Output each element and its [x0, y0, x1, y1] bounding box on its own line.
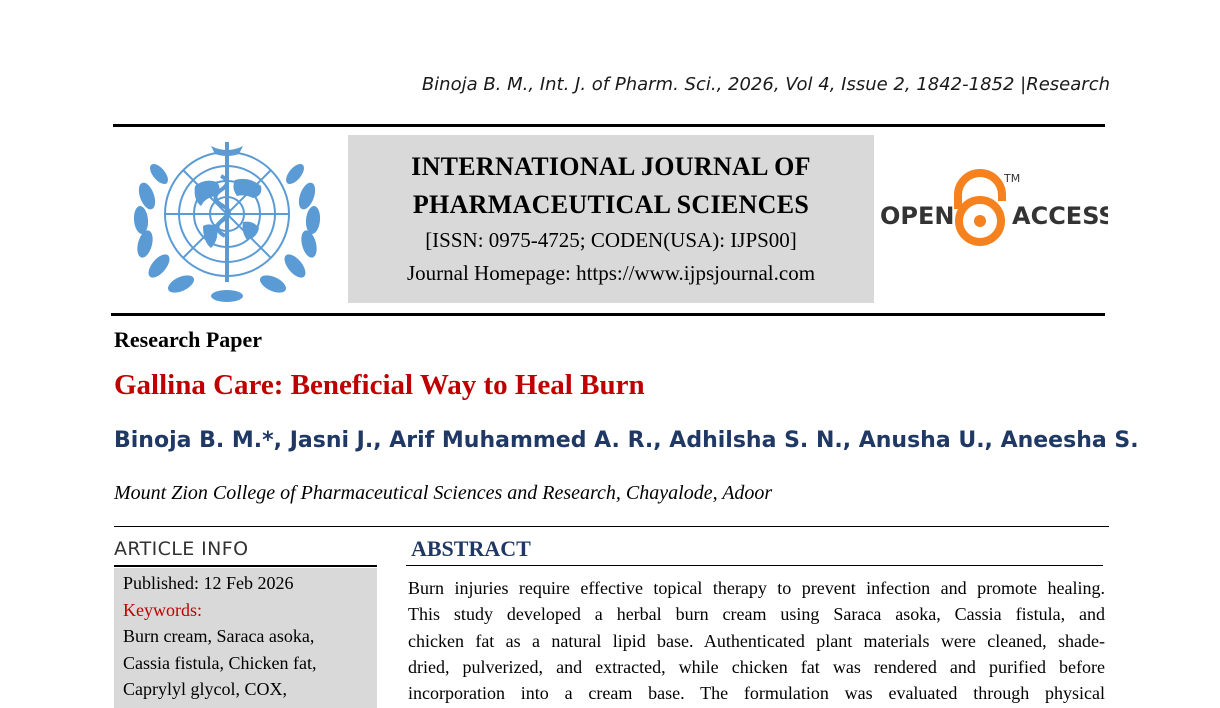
masthead-top-rule [113, 124, 1105, 127]
abstract-body [408, 575, 1105, 706]
article-info-rule [114, 565, 377, 567]
paper-authors: Binoja B. M.*, Jasni J., Arif Muhammed A. R., Adhilsha S. N., Anusha U., Aneesha S. [114, 428, 1139, 453]
keywords-label: Keywords: [123, 599, 202, 620]
journal-homepage-link[interactable]: Journal Homepage: https://www.ijpsjournal.com [406, 261, 816, 285]
article-info-heading: ARTICLE INFO [114, 538, 249, 560]
open-access-logo [880, 165, 1108, 251]
open-access-right-text: ACCESS [1012, 202, 1108, 230]
abstract-line: This study developed a herbal burn cream using Saraca asoka, Cassia fistula, and [408, 604, 1105, 625]
section-divider [114, 526, 1109, 527]
open-access-left-text: OPEN [880, 202, 955, 230]
journal-issn: [ISSN: 0975-4725; CODEN(USA): IJPS00] [425, 228, 797, 252]
journal-emblem-logo [125, 136, 330, 306]
abstract-line: incorporation into a cream base. The formulation was evaluated through physical [408, 683, 1105, 704]
running-citation: Binoja B. M., Int. J. of Pharm. Sci., 2026, Vol 4, Issue 2, 1842-1852 |Research [421, 74, 1110, 95]
masthead-bottom-rule [111, 313, 1105, 316]
abstract-heading: ABSTRACT [411, 536, 531, 561]
abstract-rule [406, 565, 1103, 566]
keywords-line: Caprylyl glycol, COX, [123, 679, 287, 699]
keywords-line: Cassia fistula, Chicken fat, [123, 652, 317, 673]
paper-affiliation: Mount Zion College of Pharmaceutical Sciences and Research, Chayalode, Adoor [114, 482, 773, 504]
abstract-line: Burn injuries require effective topical therapy to prevent infection and promote healing. [408, 578, 1105, 598]
open-access-tm: TM [1004, 172, 1021, 185]
published-date: Published: 12 Feb 2026 [123, 573, 294, 593]
abstract-line: chicken fat as a natural lipid base. Authenticated plant materials were cleaned, shade- [408, 630, 1105, 651]
abstract-line: dried, pulverized, and extracted, while chicken fat was rendered and purified before [408, 656, 1105, 677]
journal-title-line2: PHARMACEUTICAL SCIENCES [412, 190, 810, 219]
keywords-line: Burn cream, Saraca asoka, [123, 626, 315, 646]
journal-masthead-box [348, 135, 874, 303]
journal-title-line1: INTERNATIONAL JOURNAL OF [411, 152, 811, 181]
article-info-box [114, 568, 377, 708]
paper-type: Research Paper [114, 327, 263, 352]
paper-title: Gallina Care: Beneficial Way to Heal Burn [114, 369, 645, 401]
